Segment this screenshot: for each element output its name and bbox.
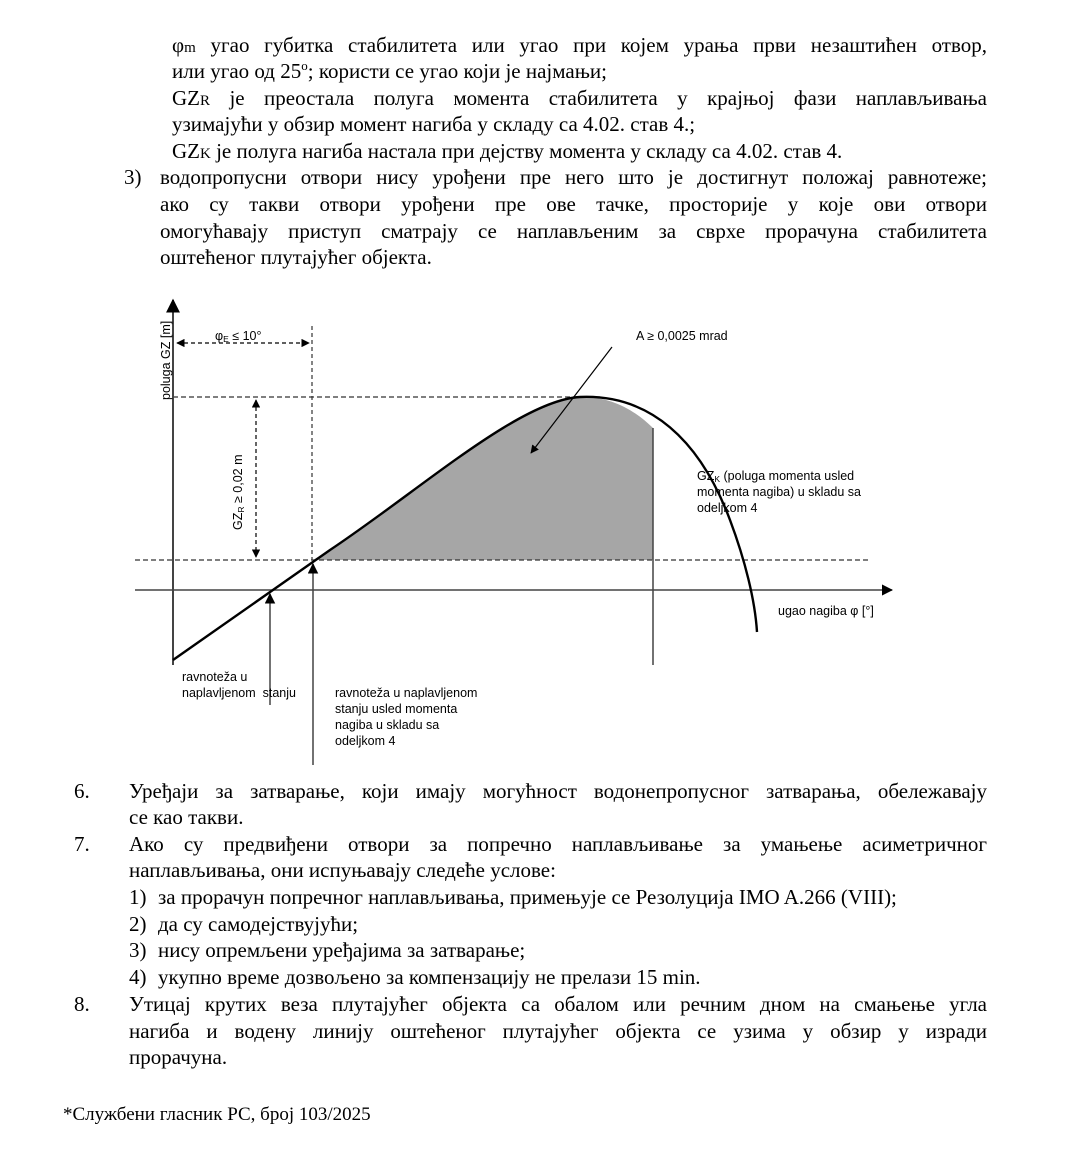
- equilibrium-heeling-label: ravnoteža u naplavljenom: [335, 686, 478, 700]
- svg-text:odeljkom 4: odeljkom 4: [697, 501, 758, 515]
- definition-gz-r-line1: GZR је преостала полуга момента стабилитета у крајњој фази наплављивања: [172, 86, 987, 110]
- item7-line2: наплављивања, они испуњавају следеће услове:: [129, 858, 556, 882]
- item7-sub4-text: укупно време дозвољено за компензацију не прелази 15 min.: [158, 965, 701, 989]
- item8-line1: Утицај крутих веза плутајућег објекта са обалом или речним дном на смањење угла: [129, 992, 987, 1016]
- item7-sub2-number: 2): [129, 912, 147, 936]
- item7-sub3-text: нису опремљени уређајима за затварање;: [158, 938, 526, 962]
- definition-gz-r-line2: узимајући у обзир момент нагиба у складу са 4.02. став 4.;: [172, 112, 696, 136]
- item3-number: 3): [124, 165, 142, 189]
- gzr-label: GZR ≥ 0,02 m: [231, 454, 246, 530]
- item6-number: 6.: [74, 779, 90, 803]
- item3-line1: водопропусни отвори нису урођени пре него што је достигнут положај равнотеже;: [160, 165, 987, 189]
- footnote: *Службени гласник РС, број 103/2025: [63, 1104, 371, 1125]
- x-axis-label: ugao nagiba φ [°]: [778, 604, 874, 618]
- svg-text:odeljkom 4: odeljkom 4: [335, 734, 396, 748]
- item7-sub3-number: 3): [129, 938, 147, 962]
- item7-number: 7.: [74, 832, 90, 856]
- item8-line2: нагиба и водену линију оштећеног плутајућег објекта се узима у обзир у изради: [129, 1019, 987, 1043]
- gz-r-symbol: GZR: [172, 86, 211, 110]
- item6-line2: се као такви.: [129, 805, 244, 829]
- shaded-area: [313, 397, 653, 560]
- item7-sub4-number: 4): [129, 965, 147, 989]
- stability-diagram: [0, 290, 1090, 770]
- item6-line1: Уређаји за затварање, који имају могућност водонепропусног затварања, обележавају: [129, 779, 987, 803]
- definition-phi-m-line2: или угао од 25$^o$; користи се угао који је најмањи;: [172, 58, 607, 83]
- item7-sub1-text: за прорачун попречног наплављивања, примењује се Резолуција IMO A.266 (VIII);: [158, 885, 897, 909]
- phi-m-symbol: φm: [172, 33, 196, 57]
- item3-line4: оштећеног плутајућег објекта.: [160, 245, 432, 269]
- svg-text:naplavljenom stanju: naplavljenom stanju: [182, 686, 296, 700]
- area-label: A ≥ 0,0025 mrad: [636, 329, 728, 343]
- gz-k-symbol: GZK: [172, 139, 211, 163]
- phi-e-label: φE ≤ 10°: [215, 329, 262, 344]
- svg-text:stanju usled momenta: stanju usled momenta: [335, 702, 458, 716]
- svg-text:nagiba u skladu sa: nagiba u skladu sa: [335, 718, 440, 732]
- item7-sub1-number: 1): [129, 885, 147, 909]
- item8-number: 8.: [74, 992, 90, 1016]
- equilibrium-label: ravnoteža u: [182, 670, 248, 684]
- definition-phi-m-line1: φm угао губитка стабилитета или угао при којем урања први незаштићен отвор,: [172, 33, 987, 57]
- svg-text:momenta nagiba) u skladu sa: momenta nagiba) u skladu sa: [697, 485, 861, 499]
- gzk-label: GZK (poluga momenta usled: [697, 469, 855, 484]
- item3-line2: ако су такви отвори урођени пре ове тачке, просторије у које ови отвори: [160, 192, 987, 216]
- definition-gz-k-line1: GZK је полуга нагиба настала при дејству момента у складу са 4.02. став 4.: [172, 139, 843, 163]
- item7-line1: Ако су предвиђени отвори за попречно наплављивање за умањење асиметричног: [129, 832, 987, 856]
- item8-line3: прорачуна.: [129, 1045, 228, 1069]
- item3-line3: омогућавају приступ сматрају се наплављеним за сврхе прорачуна стабилитета: [160, 219, 987, 243]
- y-axis-label: poluga GZ [m]: [159, 320, 173, 400]
- item7-sub2-text: да су самодејствујући;: [158, 912, 359, 936]
